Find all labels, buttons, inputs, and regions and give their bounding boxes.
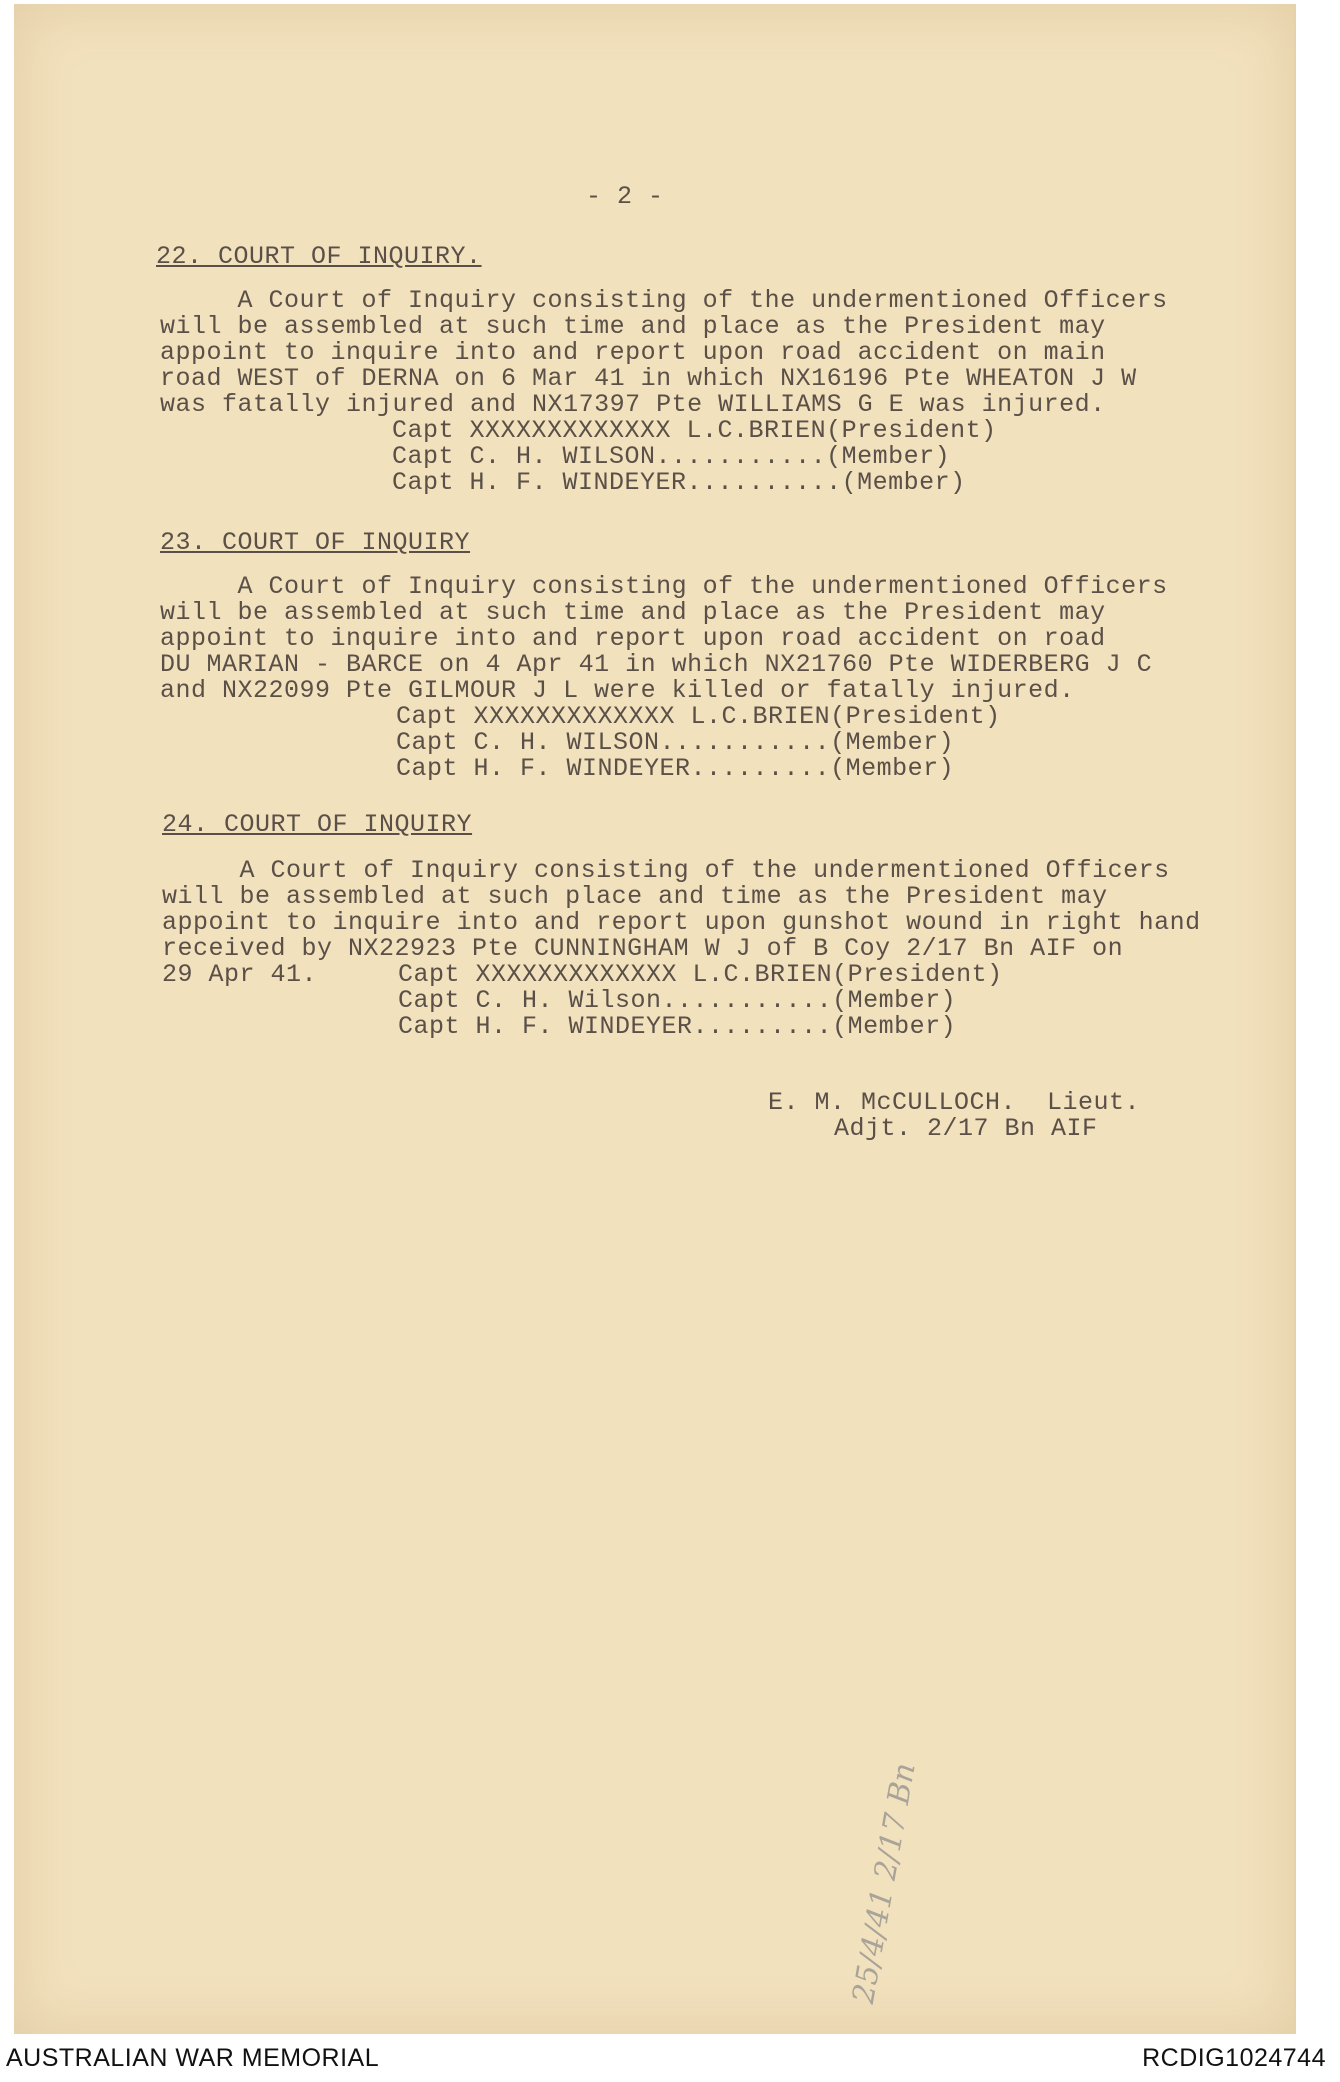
- section-22-member-president: Capt XXXXXXXXXXXXX L.C.BRIEN(President): [392, 416, 997, 445]
- section-23-line-3: appoint to inquire into and report upon road accident on road: [160, 624, 1106, 653]
- section-23-line-5: and NX22099 Pte GILMOUR J L were killed or fatally injured.: [160, 676, 1075, 705]
- section-22-member-windeyer: Capt H. F. WINDEYER..........(Member): [392, 468, 966, 497]
- section-23-line-2: will be assembled at such time and place as the President may: [160, 598, 1106, 627]
- section-22-heading: 22. COURT OF INQUIRY.: [156, 242, 482, 271]
- section-23-line-4: DU MARIAN - BARCE on 4 Apr 41 in which NX21760 Pte WIDERBERG J C: [160, 650, 1153, 679]
- section-24-member-windeyer: Capt H. F. WINDEYER.........(Member): [398, 1012, 957, 1041]
- section-22-line-1: A Court of Inquiry consisting of the undermentioned Officers: [160, 286, 1168, 315]
- section-22-line-3: appoint to inquire into and report upon road accident on main: [160, 338, 1106, 367]
- section-24-member-wilson: Capt C. H. Wilson...........(Member): [398, 986, 957, 1015]
- section-24-line-2: will be assembled at such place and time as the President may: [162, 882, 1108, 911]
- section-22-line-4: road WEST of DERNA on 6 Mar 41 in which NX16196 Pte WHEATON J W: [160, 364, 1137, 393]
- section-22-member-wilson: Capt C. H. WILSON...........(Member): [392, 442, 951, 471]
- section-23-line-1: A Court of Inquiry consisting of the undermentioned Officers: [160, 572, 1168, 601]
- section-22-line-2: will be assembled at such time and place as the President may: [160, 312, 1106, 341]
- section-24-date-line: 29 Apr 41.: [162, 960, 318, 989]
- section-23-member-president: Capt XXXXXXXXXXXXX L.C.BRIEN(President): [396, 702, 1001, 731]
- section-23-member-wilson: Capt C. H. WILSON...........(Member): [396, 728, 955, 757]
- section-24-member-president: Capt XXXXXXXXXXXXX L.C.BRIEN(President): [398, 960, 1003, 989]
- section-24-line-4: received by NX22923 Pte CUNNINGHAM W J of B Coy 2/17 Bn AIF on: [162, 934, 1124, 963]
- section-22-line-5: was fatally injured and NX17397 Pte WILLIAMS G E was injured.: [160, 390, 1106, 419]
- archive-credit: AUSTRALIAN WAR MEMORIAL: [6, 2044, 380, 2072]
- page-number: - 2 -: [586, 182, 664, 211]
- section-24-line-1: A Court of Inquiry consisting of the undermentioned Officers: [162, 856, 1170, 885]
- handwritten-pencil-note: 25/4/41 2/17 Bn: [846, 1760, 923, 2007]
- section-23-member-windeyer: Capt H. F. WINDEYER.........(Member): [396, 754, 955, 783]
- section-24-heading: 24. COURT OF INQUIRY: [162, 810, 473, 839]
- signature-title: Adjt. 2/17 Bn AIF: [834, 1114, 1098, 1143]
- archive-identifier: RCDIG1024744: [1142, 2044, 1326, 2072]
- section-23-heading: 23. COURT OF INQUIRY: [160, 528, 471, 557]
- section-24-line-3: appoint to inquire into and report upon gunshot wound in right hand: [162, 908, 1201, 937]
- signature-name: E. M. McCULLOCH. Lieut.: [768, 1088, 1141, 1117]
